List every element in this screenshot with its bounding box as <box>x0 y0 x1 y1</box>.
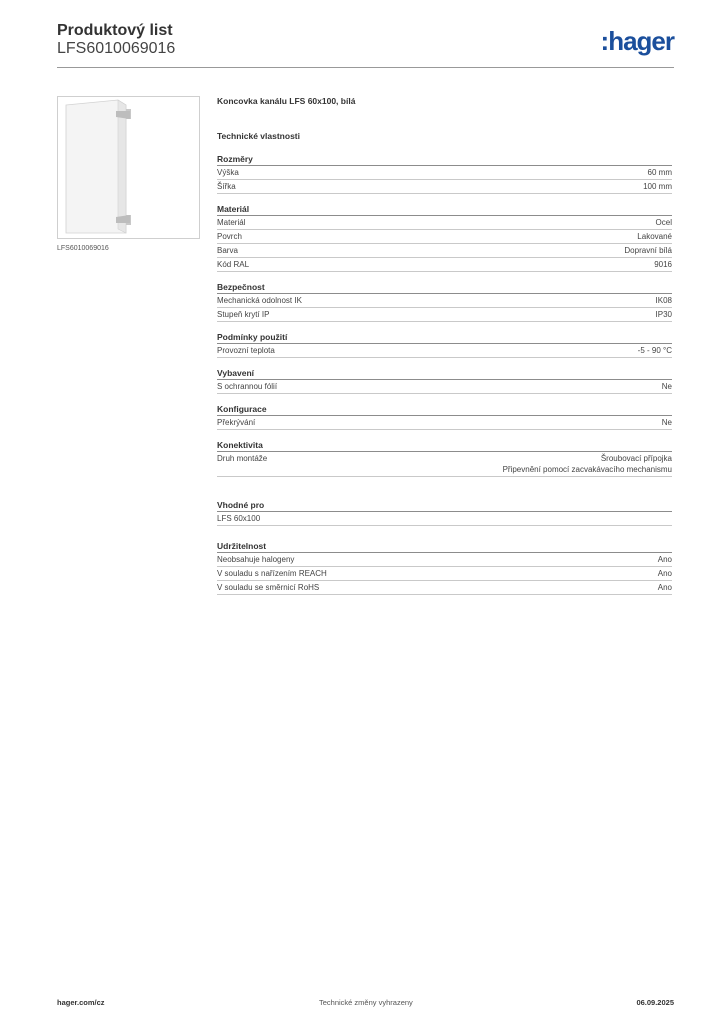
section-equipment: Vybavení S ochrannou fólií Ne <box>217 367 672 394</box>
spec-row: Šířka 100 mm <box>217 180 672 194</box>
spec-row: Druh montáže Šroubovací přípojka Připevnění pomocí zacvakávacího mechanismu <box>217 452 672 477</box>
spec-content <box>217 96 672 595</box>
spec-row: Překrývání Ne <box>217 416 672 430</box>
spec-row: Provozní teplota -5 - 90 °C <box>217 344 672 358</box>
header-divider <box>57 67 674 68</box>
section-material: Materiál Materiál Ocel Povrch Lakované Barva Dopravní bílá Kód RAL 9016 <box>217 203 672 272</box>
page-title: Produktový list <box>57 22 173 39</box>
spec-row: Stupeň krytí IP IP30 <box>217 308 672 322</box>
spec-row: S ochrannou fólií Ne <box>217 380 672 394</box>
spec-row: Barva Dopravní bílá <box>217 244 672 258</box>
spec-row: Mechanická odolnost IK IK08 <box>217 294 672 308</box>
footer-website-link[interactable]: hager.com/cz <box>57 998 105 1007</box>
tech-heading: Technické vlastnosti <box>217 131 300 141</box>
product-image <box>57 96 200 239</box>
product-name: Koncovka kanálu LFS 60x100, bílá <box>217 96 356 106</box>
section-suitable-for: Vhodné pro LFS 60x100 <box>217 499 672 526</box>
section-dimensions: Rozměry Výška 60 mm Šířka 100 mm <box>217 153 672 194</box>
section-connectivity: Konektivita Druh montáže Šroubovací přípojka Připevnění pomocí zacvakávacího mechanismu <box>217 439 672 477</box>
section-configuration: Konfigurace Překrývání Ne <box>217 403 672 430</box>
spec-row: V souladu se směrnicí RoHS Ano <box>217 581 672 595</box>
footer-note: Technické změny vyhrazeny <box>319 998 413 1007</box>
hager-logo: :hager <box>600 26 674 56</box>
section-safety: Bezpečnost Mechanická odolnost IK IK08 Stupeň krytí IP IP30 <box>217 281 672 322</box>
spec-row: Povrch Lakované <box>217 230 672 244</box>
spec-row: LFS 60x100 <box>217 512 672 526</box>
section-conditions: Podmínky použití Provozní teplota -5 - 90 °C <box>217 331 672 358</box>
spec-row: Neobsahuje halogeny Ano <box>217 553 672 567</box>
footer-date: 06.09.2025 <box>636 998 674 1007</box>
image-caption: LFS6010069016 <box>57 245 109 252</box>
section-sustainability: Udržitelnost Neobsahuje halogeny Ano V souladu s nařízením REACH Ano V souladu se směrnicí RoHS Ano <box>217 540 672 595</box>
spec-row: Výška 60 mm <box>217 166 672 180</box>
spec-row: Kód RAL 9016 <box>217 258 672 272</box>
spec-row: V souladu s nařízením REACH Ano <box>217 567 672 581</box>
product-code: LFS6010069016 <box>57 40 176 57</box>
spec-row: Materiál Ocel <box>217 216 672 230</box>
